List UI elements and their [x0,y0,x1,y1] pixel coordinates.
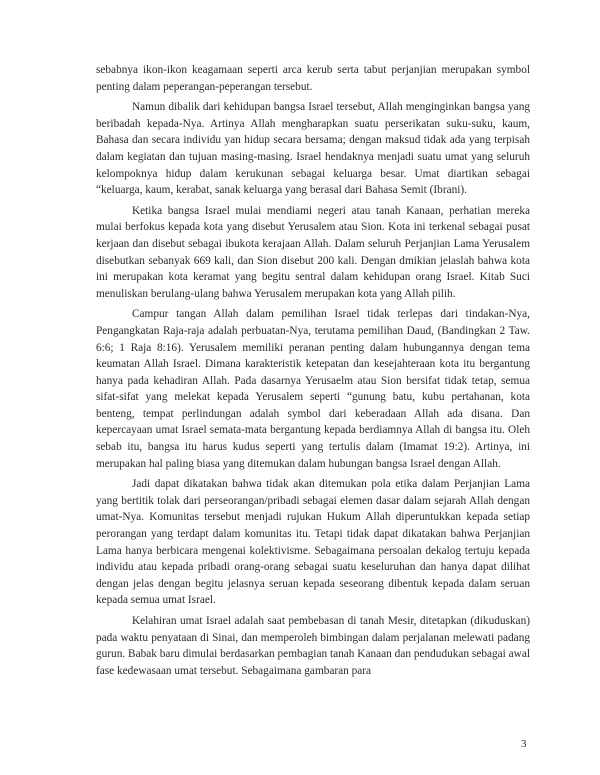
paragraph: Namun dibalik dari kehidupan bangsa Israel tersebut, Allah menginginkan bangsa yang beribadah kepada-Nya. Artinya Allah mengharapkan suatu perserikatan suku-suku, kaum, Bahasa dan secara individu yan hidup secara bersama; dengan maksud tidak ada yang terpisah dalam kegiatan dan tujuan masing-masing. Israel hendaknya menjadi suatu umat yang seluruh kelompoknya hidup dalam kerukunan sebagai keluarga besar. Umat diartikan sebagai “keluarga, kaum, kerabat, sanak keluarga yang berasal dari Bahasa Semit (Ibrani). [96,101,530,197]
paragraph: Jadi dapat dikatakan bahwa tidak akan ditemukan pola etika dalam Perjanjian Lama yang bertitik tolak dari perseorangan/pribadi sebagai elemen dasar dalam sejarah Allah dengan umat-Nya. Komunitas tersebut menjadi rujukan Hukum Allah diperuntukkan kepada setiap perorangan yang terdapt dalam komunitas itu. Tetapi tidak dapat dikatakan bahwa Perjanjian Lama hanya berbicara mengenai kolektivisme. Sebagaimana persoalan dekalog tertuju kepada individu atau kepada pribadi orang-orang sebagai suatu keseluruhan dan hanya dapat dilihat dengan jelas dengan begitu jelasnya seruan kepada seseorang dibentuk kepada dalam seruan kepada semua umat Israel. [96,478,530,607]
page-number: 3 [521,738,527,750]
paragraph-continuation: sebabnya ikon-ikon keagamaan seperti arca kerub serta tabut perjanjian merupakan symbol penting dalam peperangan-peperangan tersebut. [96,64,530,93]
paragraph: Campur tangan Allah dalam pemilihan Israel tidak terlepas dari tindakan-Nya, Pengangkatan Raja-raja adalah perbuatan-Nya, terutama pemilihan Daud, (Bandingkan 2 Taw. 6:6; 1 Raja 8:16). Yerusalem memiliki peranan penting dalam hubungannya dengan tema keumatan Allah Israel. Dimana karakteristik ketepatan dan kesejahteraan kota itu bergantung hanya pada kehadiran Allah. Pada dasarnya Yerusaelm atau Sion bersifat tidak tetap, semua sifat-sifat yang melekat kepada Yerusalem seperti “gunung batu, kubu pertahanan, kota benteng, tempat perlindungan adalah symbol dari keberadaan Allah ada disana. Dan kepercayaan umat Israel semata-mata bergantung kepada berdiamnya Allah di bangsa itu. Oleh sebab itu, bangsa itu harus kudus seperti yang tertulis dalam (Imamat 19:2). Artinya, ini merupakan hal paling biasa yang ditemukan dalam hubungan bangsa Israel dengan Allah. [96,308,530,470]
paragraph: Ketika bangsa Israel mulai mendiami negeri atau tanah Kanaan, perhatian mereka mulai berfokus kepada kota yang disebut Yerusalem atau Sion. Kota ini terkenal sebagai pusat kerjaan dan disebut sebagai ibukota kerajaan Allah. Dalam seluruh Perjanjian Lama Yerusalem disebutkan sebanyak 669 kali, dan Sion disebut 200 kali. Dengan dmikian jelaslah bahwa kota ini merupakan kota keramat yang begitu sentral dalam kehidupan orang Israel. Kitab Suci menuliskan berulang-ulang bahwa Yerusalem merupakan kota yang Allah pilih. [96,204,530,300]
paragraph: Kelahiran umat Israel adalah saat pembebasan di tanah Mesir, ditetapkan (dikuduskan) pada waktu penyataan di Sinai, dan memperoleh bimbingan dalam perjalanan melewati padang gurun. Babak baru dimulai berdasarkan pembagian tanah Kanaan dan pendudukan sebagai awal fase kedewasaan umat tersebut. Sebagaimana gambaran para [96,615,530,677]
body-text [96,62,530,683]
